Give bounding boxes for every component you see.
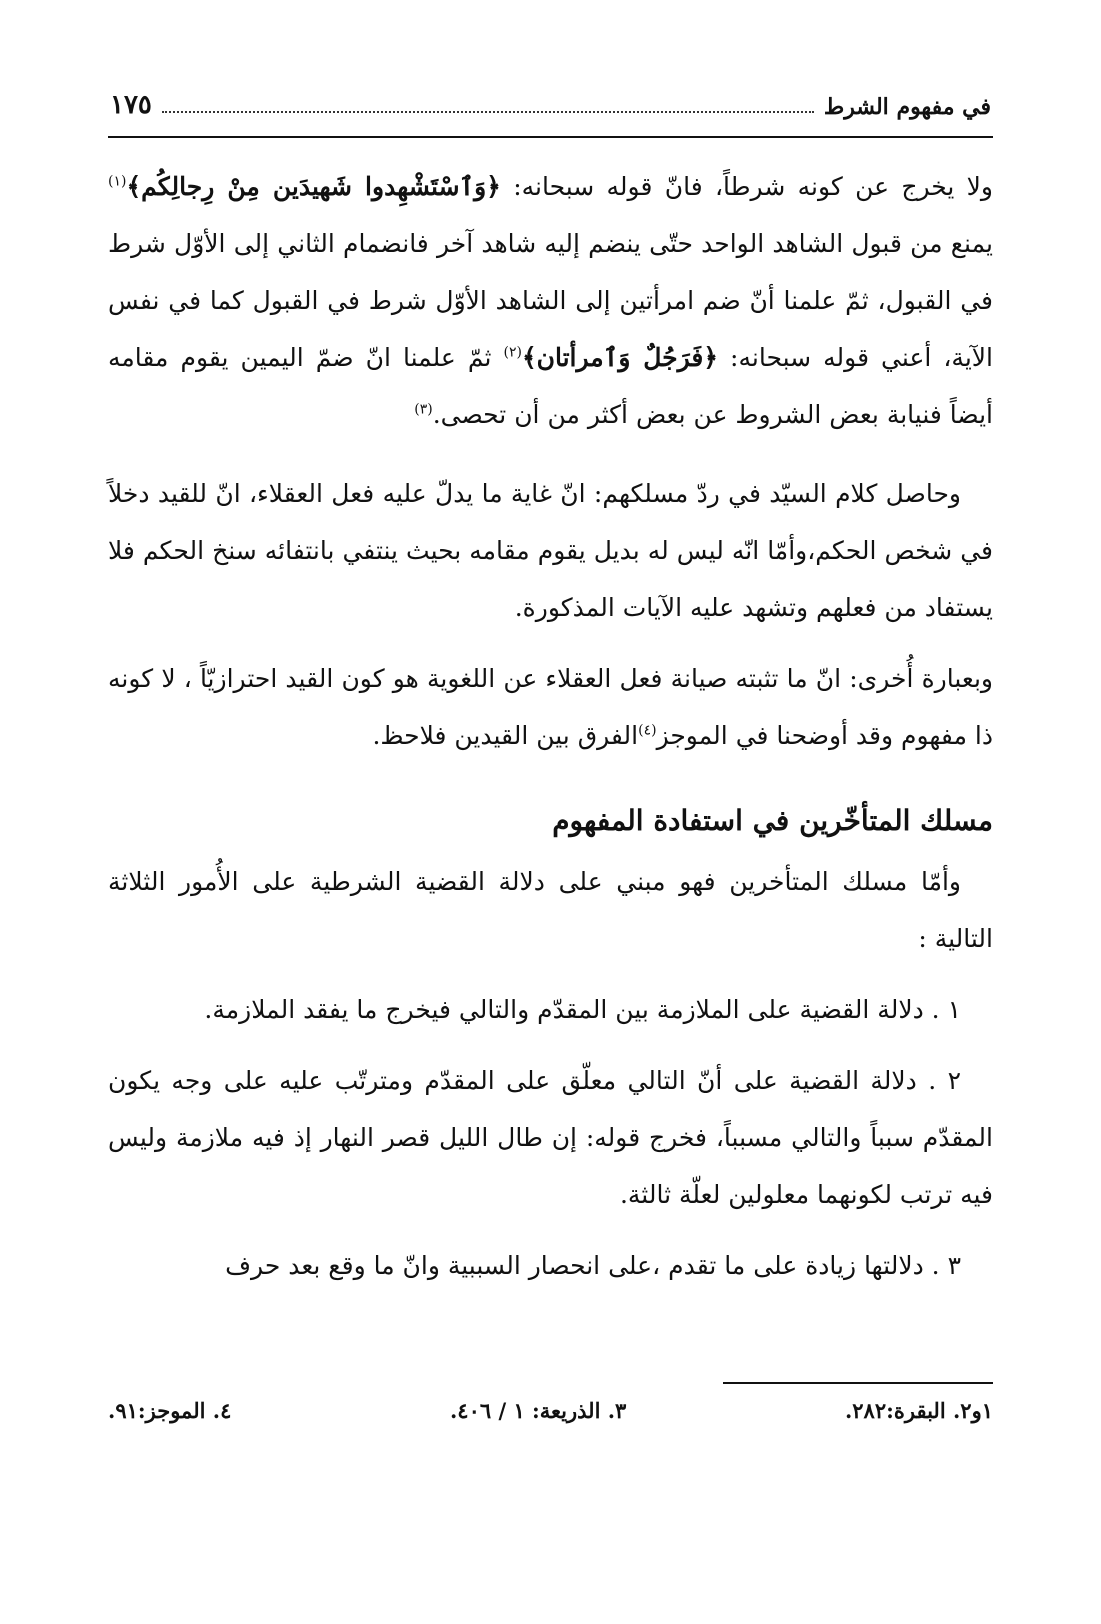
header-rule: [108, 136, 993, 138]
page-header: [110, 80, 991, 120]
section-title: مسلك المتأخّرين في استفادة المفهوم: [552, 804, 993, 837]
paragraph-1: ولا يخرج عن كونه شرطاً، فانّ قوله سبحانه: ﴿وَٱسْتَشْهِدوا شَهيدَين مِنْ رِجالِكُم﴾$^{(١)}$ يمنع من قبول الشاهد الواحد حتّى ينضم إليه شاهد آخر فانضمام الثاني إلى الأوّل شرط في القبول، ثمّ علمنا أنّ ضم امرأتين إلى الشاهد الأوّل شرط في القبول كما في نفس الآية، أعني قوله سبحانه: ﴿فَرَجُلٌ وَٱمرأتان﴾$^{(٢)}$ ثمّ علمنا انّ ضمّ اليمين يقوم مقامه أيضاً فنيابة بعض الشروط عن بعض أكثر من أن تحصى.$^{(٣)}$: [108, 172, 993, 429]
footnote-rule: [723, 1382, 993, 1384]
footnote-1-2: ١و٢. البقرة:٢٨٢.: [844, 1398, 993, 1423]
running-title: في مفهوم الشرط: [823, 94, 991, 120]
quran-quote-1: ﴿وَٱسْتَشْهِدوا شَهيدَين مِنْ رِجالِكُم﴾: [126, 172, 501, 201]
footnotes: [108, 1398, 993, 1438]
footnote-ref-3: (٣): [414, 401, 433, 418]
footnote-3: ٣. الذريعة: ١ / ٤٠٦.: [449, 1398, 627, 1423]
quran-quote-2: ﴿فَرَجُلٌ وَٱمرأتان﴾: [521, 343, 718, 372]
footnote-4: ٤. الموجز:٩١.: [108, 1398, 232, 1423]
list-item-1: ١ . دلالة القضية على الملازمة بين المقدّم والتالي فيخرج ما يفقد الملازمة.: [204, 995, 961, 1024]
list-item-3: ٣ . دلالتها زيادة على ما تقدم ،على انحصار السببية وانّ ما وقع بعد حرف: [225, 1251, 961, 1280]
paragraph-2: وحاصل كلام السيّد في ردّ مسلكهم: انّ غاية ما يدلّ عليه فعل العقلاء، انّ للقيد دخلاً في شخص الحكم،وأمّا انّه ليس له بديل يقوم مقامه بحيث ينتفي بانتفائه سنخ الحكم فلا يستفاد من فعلهم وتشهد عليه الآيات المذكورة.: [108, 479, 993, 622]
list-item-2: ٢ . دلالة القضية على أنّ التالي معلّق على المقدّم ومترتّب عليه على وجه يكون المقدّم سبباً والتالي مسبباً، فخرج قوله: إن طال الليل قصر النهار إذ فيه ملازمة وليس فيه ترتب لكونهما معلولين لعلّة ثالثة.: [108, 1066, 993, 1209]
footnote-ref-1: (١): [108, 173, 127, 190]
footnote-ref-2: (٢): [503, 344, 522, 361]
footnote-ref-4: (٤): [638, 722, 657, 739]
dotted-leader: [162, 110, 814, 113]
paragraph-4: وأمّا مسلك المتأخرين فهو مبني على دلالة القضية الشرطية على الأُمور الثلاثة التالية :: [108, 867, 993, 953]
paragraph-3: وبعبارة أُخرى: انّ ما تثبته صيانة فعل العقلاء عن اللغوية هو كون القيد احترازيّاً ، لا كونه ذا مفهوم وقد أوضحنا في الموجز$^{(٤)}$الفرق بين القيدين فلاحظ.: [108, 664, 993, 750]
body-text: [108, 158, 993, 1294]
page-number: ١٧٥: [110, 90, 152, 120]
